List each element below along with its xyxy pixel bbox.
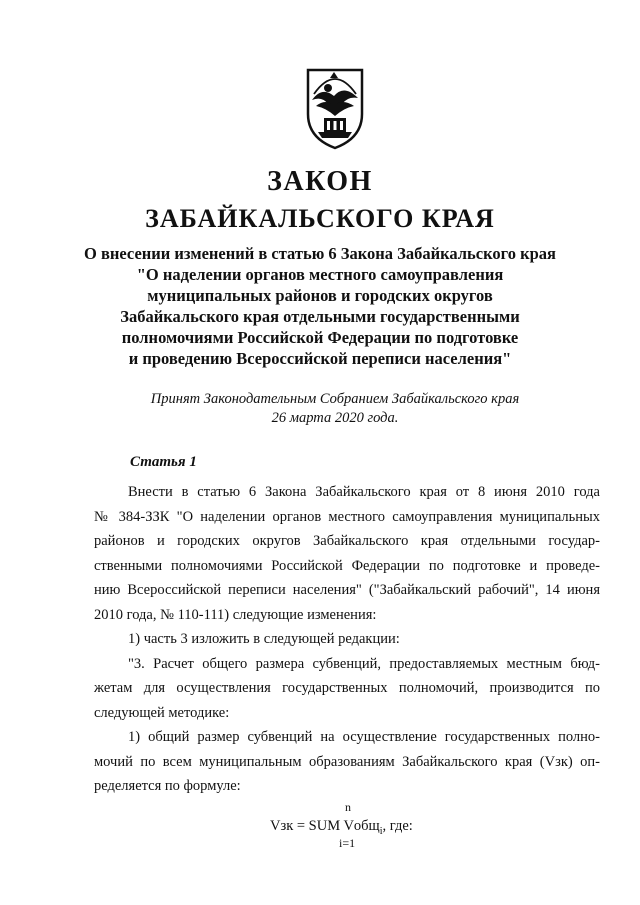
subtitle-line: "О наделении органов местного самоуправления xyxy=(136,265,504,284)
body-line: № 384-ЗЗК "О наделении органов местного самоуправления муниципальных xyxy=(94,508,600,525)
article-heading: Статья 1 xyxy=(130,454,197,470)
formula-upper-limit: n xyxy=(345,800,351,814)
body-line: ственными полномочиями Российской Федерации по подготовке и проведе- xyxy=(94,557,600,574)
body-line: "3. Расчет общего размера субвенций, предоставляемых местным бюд- xyxy=(128,655,600,672)
formula-lower-limit: i=1 xyxy=(339,836,356,850)
subtitle-line: и проведению Всероссийской переписи населения" xyxy=(128,349,512,368)
adoption-line: Принят Законодательным Собранием Забайкальского края xyxy=(150,391,520,407)
adoption-date: 26 марта 2020 года. xyxy=(271,410,399,426)
subtitle-line: О внесении изменений в статью 6 Закона Забайкальского края xyxy=(84,244,556,263)
body-line: мочий по всем муниципальным образованиям Забайкальского края (Vзк) оп- xyxy=(94,753,600,770)
subtitle-line: Забайкальского края отдельными государственными xyxy=(120,307,520,326)
article-body xyxy=(94,480,600,799)
body-line: следующей методике: xyxy=(94,704,230,721)
subtitle-line: муниципальных районов и городских округов xyxy=(147,286,493,305)
body-line: ределяется по формуле: xyxy=(94,778,241,794)
body-line: нию Всероссийской переписи населения" ("Забайкальский рабочий", 14 июня xyxy=(94,582,600,598)
coat-of-arms-emblem xyxy=(304,66,366,150)
law-subtitle xyxy=(60,243,580,369)
body-line: 1) часть 3 изложить в следующей редакции: xyxy=(128,631,400,647)
body-line: 2010 года, № 110-111) следующие изменения: xyxy=(94,606,377,623)
body-line: 1) общий размер субвенций на осуществление государственных полно- xyxy=(128,729,600,745)
formula-suffix: , где: xyxy=(382,818,413,834)
formula-expression: Vзк = SUM Vобщ xyxy=(270,818,380,834)
formula-main xyxy=(270,818,413,837)
body-line: районов и городских округов Забайкальского края отдельными государ- xyxy=(94,533,600,549)
formula-subscript: i xyxy=(379,825,383,837)
adoption-note xyxy=(100,390,570,428)
subtitle-line: полномочиями Российской Федерации по подготовке xyxy=(121,328,519,347)
body-line: жетам для осуществления государственных полномочий, производится по xyxy=(94,680,600,696)
region-title: ЗАБАЙКАЛЬСКОГО КРАЯ xyxy=(145,204,495,233)
law-title: ЗАКОН xyxy=(267,166,373,197)
body-line: Внести в статью 6 Закона Забайкальского края от 8 июня 2010 года xyxy=(128,484,600,500)
